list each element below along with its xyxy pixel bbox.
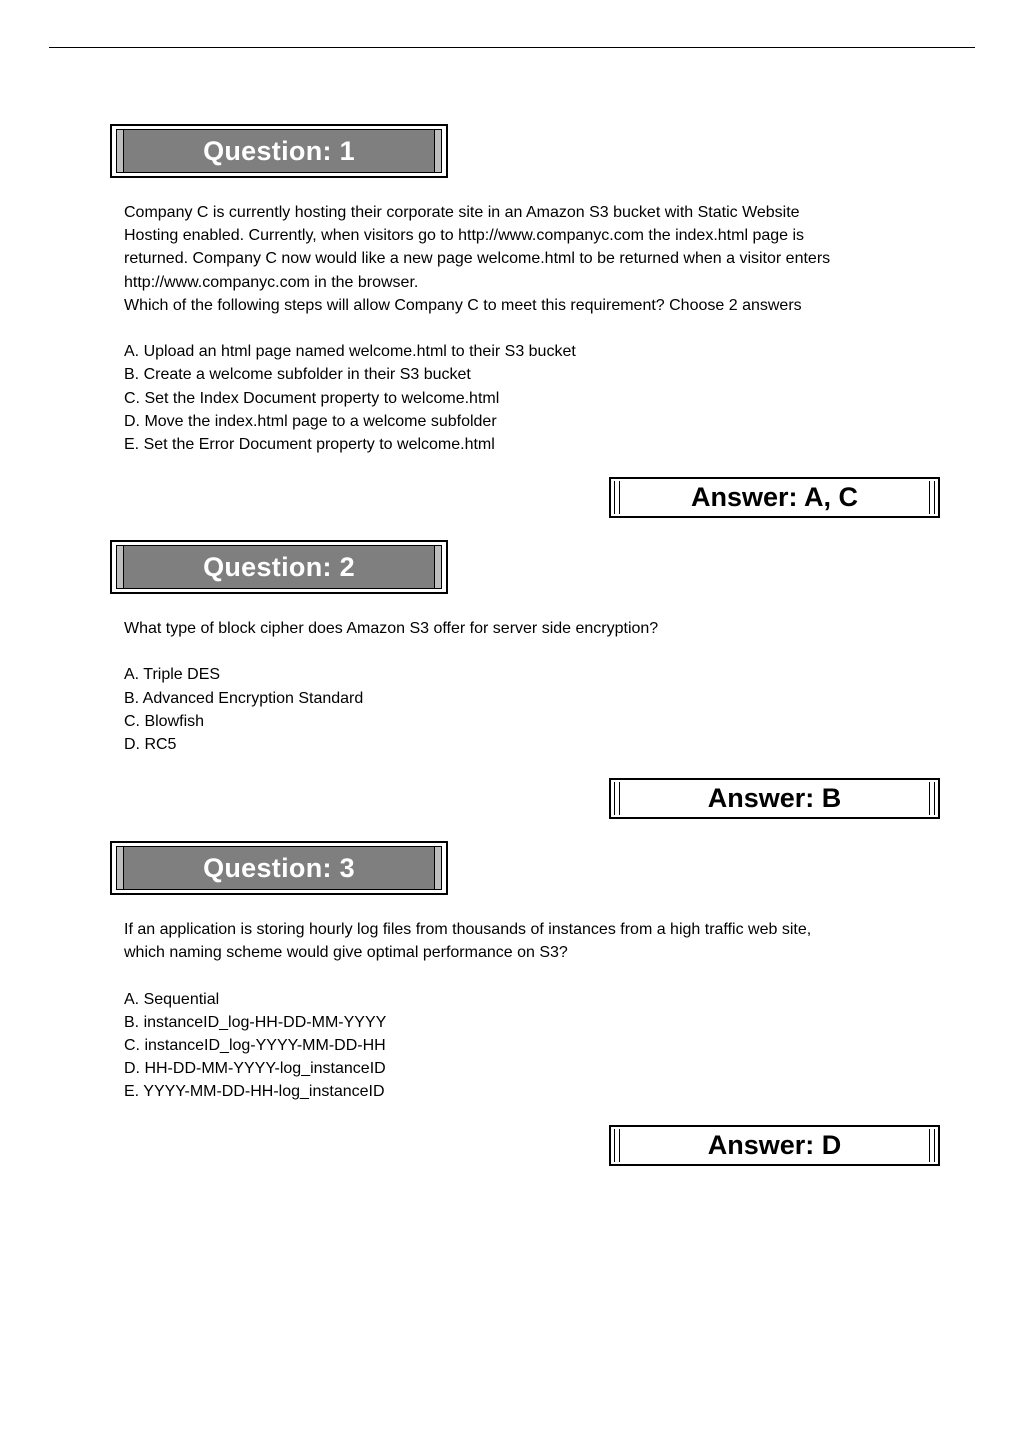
answer-1-box (609, 477, 940, 518)
question-2-body (124, 617, 914, 756)
option-d: D. Move the index.html page to a welcome subfolder (124, 412, 497, 430)
question-text-line: If an application is storing hourly log files from thousands of instances from a high traffic web site, (124, 921, 812, 938)
question-text-line: Hosting enabled. Currently, when visitors go to http://www.companyc.com the index.html page is (124, 227, 805, 245)
question-3-body (124, 918, 914, 1104)
question-2-options (124, 663, 914, 756)
question-3-title: Question: 3 (203, 852, 355, 883)
option-c: C. Set the Index Document property to welcome.html (124, 389, 500, 407)
question-3-options (124, 988, 914, 1104)
option-a: A. Upload an html page named welcome.html to their S3 bucket (124, 343, 576, 361)
option-b: B. Advanced Encryption Standard (124, 689, 364, 707)
option-d: D. RC5 (124, 736, 177, 753)
question-text-line: returned. Company C now would like a new page welcome.html to be returned when a visitor enters (124, 250, 831, 268)
question-text-line: Company C is currently hosting their corporate site in an Amazon S3 bucket with Static Website (124, 204, 800, 221)
question-1-title: Question: 1 (203, 135, 355, 166)
option-c: C. Blowfish (124, 712, 205, 730)
answer-2-box (609, 778, 940, 819)
option-a: A. Triple DES (124, 666, 221, 684)
header-rule (49, 47, 975, 48)
option-a: A. Sequential (124, 990, 220, 1008)
question-text-line: Which of the following steps will allow Company C to meet this requirement? Choose 2 answers (124, 296, 802, 314)
option-d: D. HH-DD-MM-YYYY-log_instanceID (124, 1060, 386, 1078)
option-e: E. YYYY-MM-DD-HH-log_instanceID (124, 1083, 385, 1101)
option-b: B. Create a welcome subfolder in their S3 bucket (124, 366, 471, 384)
answer-3-box (609, 1125, 940, 1166)
question-2-heading (110, 540, 448, 594)
option-e: E. Set the Error Document property to welcome.html (124, 436, 495, 454)
question-1-body (124, 201, 914, 456)
question-1-options (124, 340, 914, 456)
question-text-line: which naming scheme would give optimal performance on S3? (124, 944, 568, 962)
question-text-line: What type of block cipher does Amazon S3 offer for server side encryption? (124, 620, 659, 637)
answer-2-text: Answer: B (707, 783, 842, 813)
question-3-heading (110, 841, 448, 895)
answer-3-text: Answer: D (707, 1130, 842, 1160)
answer-1-text: Answer: A, C (690, 482, 859, 512)
question-text-line: http://www.companyc.com in the browser. (124, 273, 419, 291)
option-b: B. instanceID_log-HH-DD-MM-YYYY (124, 1013, 387, 1031)
question-2-title: Question: 2 (203, 551, 355, 582)
option-c: C. instanceID_log-YYYY-MM-DD-HH (124, 1037, 386, 1054)
question-1-heading (110, 124, 448, 178)
